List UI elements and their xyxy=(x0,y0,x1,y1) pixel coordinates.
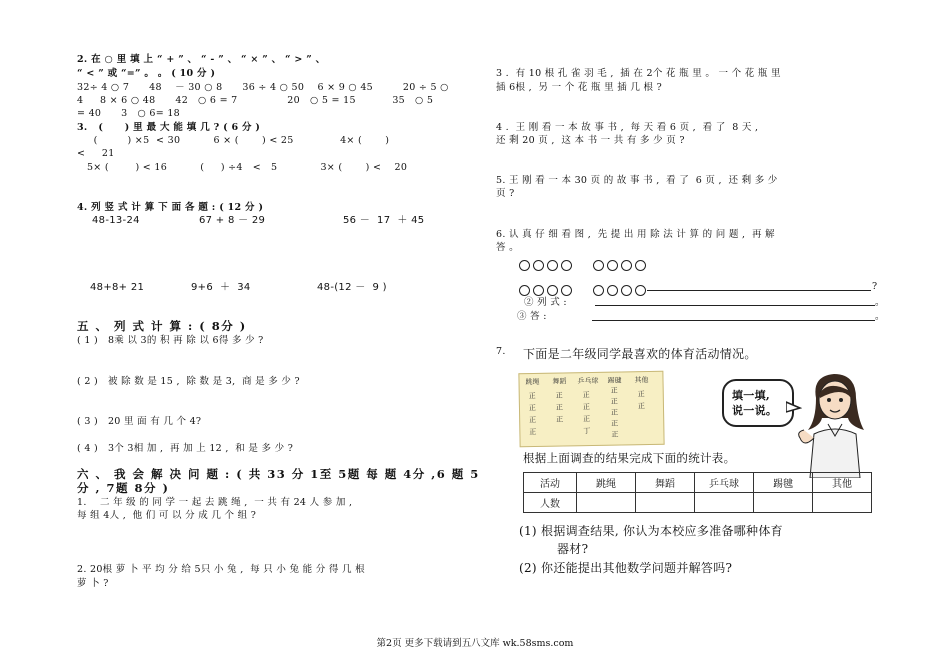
note-header-3: 乒乓球 xyxy=(577,376,599,386)
tally: 正 xyxy=(528,403,537,413)
problem2-line1: 2. 20根 萝 卜 平 均 分 给 5只 小 兔 , 每 只 小 兔 能 分 得 几 根 xyxy=(77,564,365,575)
question-mark: ? xyxy=(872,281,878,292)
q2-row3: = 40 3 ○ 6= 18 xyxy=(77,108,181,119)
tally: 正 xyxy=(582,391,590,400)
tally: 正 xyxy=(529,415,537,425)
table-row-label: 人数 xyxy=(524,493,577,513)
problem1-line1: 1. 二 年 级 的 同 学 一 起 去 跳 绳 , 一 共 有 24 人 参 加 , xyxy=(77,497,353,508)
tally: 丁 xyxy=(583,427,591,436)
table-intro: 根据上面调查的结果完成下面的统计表。 xyxy=(523,451,736,465)
tally: 正 xyxy=(610,386,618,395)
tally: 正 xyxy=(528,391,536,401)
table-cell[interactable] xyxy=(754,493,813,513)
table-header-cell: 舞蹈 xyxy=(636,473,695,493)
problem1-line2: 每 组 4人 , 他 们 可 以 分 成 几 个 组 ? xyxy=(77,510,257,521)
q4-title: 4. 列 竖 式 计 算 下 面 各 题 : ( 12 分 ) xyxy=(77,202,264,213)
table-cell[interactable] xyxy=(695,493,754,513)
question7-1-line1: (1) 根据调查结果, 你认为本校应多准备哪种体育 xyxy=(519,524,783,538)
table-header-cell: 其他 xyxy=(813,473,872,493)
q4-expr-2: 67 + 8 － 29 xyxy=(199,215,266,226)
bubble-line2: 说一说。 xyxy=(732,404,778,417)
problem3-line1: 3 . 有 10 根 孔 雀 羽 毛 , 插 在 2个 花 瓶 里 。 一 个 花 瓶 里 xyxy=(496,68,781,79)
tally: 正 xyxy=(637,402,646,411)
note-header-1: 跳绳 xyxy=(525,377,540,387)
tally: 正 xyxy=(555,403,564,412)
q3-row2: < 21 xyxy=(77,148,115,159)
page-footer: 第2页 更多下载请到五八文库 wk.58sms.com xyxy=(376,638,574,649)
tally: 正 xyxy=(555,391,563,400)
question7-2: (2) 你还能提出其他数学问题并解答吗? xyxy=(519,561,733,575)
problem5-line2: 页 ? xyxy=(496,188,515,199)
table-cell[interactable] xyxy=(577,493,636,513)
section5-item-1: ( 1 ) 8乘 以 3的 积 再 除 以 6得 多 少 ? xyxy=(77,335,264,346)
q2-row1: 32÷ 4 ○ 7 48 － 30 ○ 8 36 ÷ 4 ○ 50 6 × 9 ○ 45 20 ÷ 5 ○ xyxy=(77,82,449,93)
q3-title: 3. ( ) 里 最 大 能 填 几 ? ( 6 分 ) xyxy=(77,122,261,133)
tally: 正 xyxy=(637,390,645,399)
q2-title-line1: 2. 在 ○ 里 填 上 “ + ” 、 “ - ” 、 “ × ” 、 “ > ” 、 xyxy=(77,54,326,65)
section5-item-4: ( 4 ) 3个 3相 加 , 再 加 上 12 , 和 是 多 少 ? xyxy=(77,443,294,454)
problem5-line1: 5. 王 刚 看 一 本 30 页 的 故 事 书 , 看 了 6 页 , 还 剩 多 少 xyxy=(496,175,778,186)
q4-expr-6: 48-(12 － 9 ) xyxy=(317,282,387,293)
formula-period: 。 xyxy=(875,297,885,308)
tally: 正 xyxy=(610,397,618,406)
speech-bubble xyxy=(722,379,794,427)
problem7-intro: 下面是二年级同学最喜欢的体育活动情况。 xyxy=(523,347,757,361)
problem2-line2: 萝 卜 ? xyxy=(77,578,109,589)
section5-item-2: ( 2 ) 被 除 数 是 15 , 除 数 是 3, 商 是 多 少 ? xyxy=(77,376,300,387)
question-blank[interactable] xyxy=(647,290,871,291)
section6-title-line1: 六 、 我 会 解 决 问 题 : ( 共 33 分 1至 5题 每 题 4分 ,6 题 5 xyxy=(77,467,480,481)
statistics-table xyxy=(523,472,872,513)
section5-title: 五 、 列 式 计 算 : ( 8分 ) xyxy=(77,319,247,333)
q4-expr-1: 48-13-24 xyxy=(92,215,140,226)
tally: 正 xyxy=(583,415,591,424)
tally: 正 xyxy=(582,403,591,412)
q4-expr-5: 9+6 ＋ 34 xyxy=(191,282,251,293)
tally: 正 xyxy=(529,427,537,437)
tally: 正 xyxy=(611,419,619,428)
q4-expr-4: 48+8+ 21 xyxy=(90,282,145,293)
q2-row2: 4 8 × 6 ○ 48 42 ○ 6 = 7 20 ○ 5 = 15 35 ○ 5 xyxy=(77,95,434,106)
problem6-line1: 6. 认 真 仔 细 看 图 , 先 提 出 用 除 法 计 算 的 问 题 , 再 解 xyxy=(496,229,775,240)
section5-item-3: ( 3 ) 20 里 面 有 几 个 4? xyxy=(77,416,202,427)
tally: 正 xyxy=(611,430,619,439)
formula-blank[interactable] xyxy=(595,305,875,306)
answer-label: ③ 答 : xyxy=(517,311,547,322)
q3-row3: 5× ( ) < 16 ( ) ÷4 < 5 3× ( ) < 20 xyxy=(77,162,408,173)
answer-blank[interactable] xyxy=(592,320,875,321)
survey-note xyxy=(518,371,664,448)
table-cell[interactable] xyxy=(636,493,695,513)
problem7-number: 7. xyxy=(496,346,506,357)
table-header-cell: 活动 xyxy=(524,473,577,493)
note-header-5: 其他 xyxy=(634,376,649,385)
problem4-line1: 4 . 王 刚 看 一 本 故 事 书 , 每 天 看 6 页 , 看 了 8 天 , xyxy=(496,122,759,133)
table-row xyxy=(524,473,872,493)
circle-group-4 xyxy=(593,280,649,299)
problem4-line2: 还 剩 20 页 , 这 本 书 一 共 有 多 少 页 ? xyxy=(496,135,685,146)
table-header-cell: 踢毽 xyxy=(754,473,813,493)
table-cell[interactable] xyxy=(813,493,872,513)
q3-row1: ( ) ×5 < 30 6 × ( ) < 25 4× ( ) xyxy=(77,135,390,146)
problem6-line2: 答 。 xyxy=(496,242,519,253)
teacher-illustration-icon xyxy=(798,368,872,478)
note-header-2: 舞蹈 xyxy=(552,377,567,386)
question7-1-line2: 器材? xyxy=(557,542,589,556)
q2-title-line2: “ < ” 或 “=” 。 。 ( 10 分 ) xyxy=(77,68,216,79)
answer-period: 。 xyxy=(875,311,885,322)
tally: 正 xyxy=(556,415,564,424)
table-header-cell: 跳绳 xyxy=(577,473,636,493)
section6-title-line2: 分 , 7题 8分 ) xyxy=(77,481,170,495)
formula-label: ② 列 式 : xyxy=(524,297,567,308)
problem3-line2: 插 6根 , 另 一 个 花 瓶 里 插 几 根 ? xyxy=(496,82,663,93)
tally: 正 xyxy=(610,408,619,417)
table-row xyxy=(524,493,872,513)
q4-expr-3: 56 － 17 ＋ 45 xyxy=(343,215,425,226)
circle-group-2 xyxy=(593,255,649,274)
circle-group-1 xyxy=(519,255,575,274)
bubble-line1: 填一填, xyxy=(732,389,771,402)
table-header-cell: 乒乓球 xyxy=(695,473,754,493)
note-header-4: 踢毽 xyxy=(607,376,622,385)
